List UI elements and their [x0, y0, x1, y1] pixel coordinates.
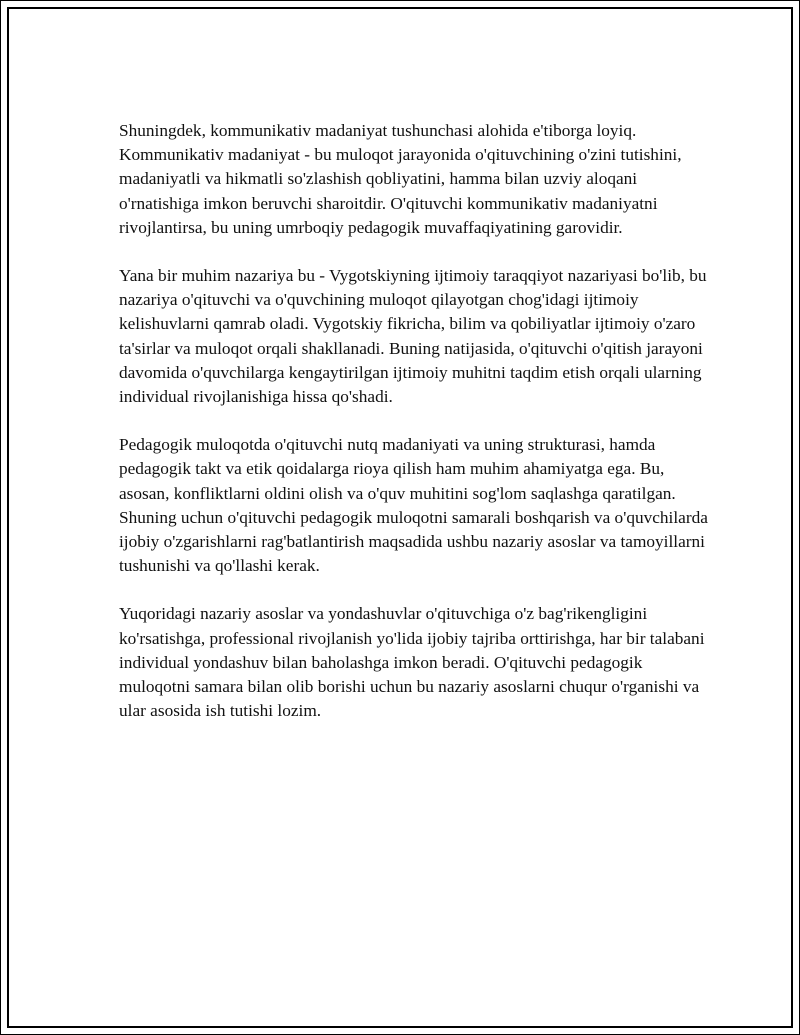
paragraph-2: Yana bir muhim nazariya bu - Vygotskiyning ijtimoiy taraqqiyot nazariyasi bo'lib, bu nazariya o'qituvchi va o'quvchining muloqot qilayotgan chog'idagi ijtimoiy kelishuvlarni qamrab oladi. Vygotskiy fikricha, bilim va qobiliyatlar ijtimoiy o'zaro ta'sirlar va muloqot orqali shakllanadi. Buning natijasida, o'qituvchi o'qitish jarayoni davomida o'quvchilarga kengaytirilgan ijtimoiy muhitni taqdim etish orqali ularning individual rivojlanishiga hissa qo'shadi. [119, 266, 707, 407]
paragraph-4: Yuqoridagi nazariy asoslar va yondashuvlar o'qituvchiga o'z bag'rikengligini ko'rsatishga, professional rivojlanish yo'lida ijobiy tajriba orttirishga, har bir talabani individual yondashuv bilan baholashga imkon beradi. O'qituvchi pedagogik muloqotni samara bilan olib borishi uchun bu nazariy asoslarni chuqur o'rganishi va ular asosida ish tutishi lozim. [119, 604, 705, 721]
document-body [119, 119, 709, 747]
paragraph-1: Shuningdek, kommunikativ madaniyat tushunchasi alohida e'tiborga loyiq. Kommunikativ madaniyat - bu muloqot jarayonida o'qituvchining o'zini tutishini, madaniyatli va hikmatli so'zlashish qobliyatini, hamma bilan uzviy aloqani o'rnatishiga imkon beruvchi sharoitdir. O'qituvchi kommunikativ madaniyatni rivojlantirsa, bu uning umrboqiy pedagogik muvaffaqiyatining garovidir. [119, 121, 682, 237]
paragraph-3: Pedagogik muloqotda o'qituvchi nutq madaniyati va uning strukturasi, hamda pedagogik takt va etik qoidalarga rioya qilish ham muhim ahamiyatga ega. Bu, asosan, konfliktlarni oldini olish va o'quv muhitini sog'lom saqlashga qaratilgan. Shuning uchun o'qituvchi pedagogik muloqotni samarali boshqarish va o'quvchilarda ijobiy o'zgarishlarni rag'batlantirish maqsadida ushbu nazariy asoslar va tamoyillarni tushunishi va qo'llashi kerak. [119, 435, 708, 576]
